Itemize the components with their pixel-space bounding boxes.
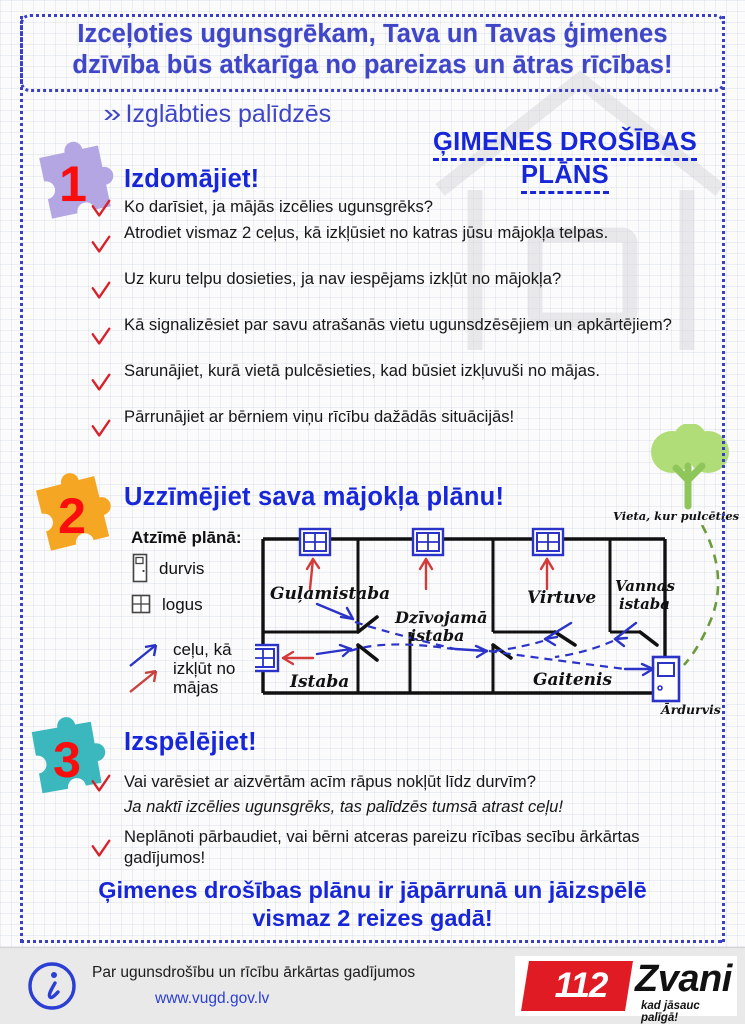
step-3-list bbox=[88, 772, 728, 873]
list-item-text: Neplānoti pārbaudiet, vai bērni atceras pareizu rīcības secību ārkārtas gadījumos! bbox=[124, 827, 640, 867]
meeting-point-label: Vieta, kur pulcēties bbox=[613, 509, 740, 523]
footer bbox=[0, 947, 745, 1024]
header-subtitle: Izglābties palīdzēs bbox=[125, 100, 332, 128]
page-title bbox=[395, 128, 735, 194]
list-item-text: Atrodiet vismaz 2 ceļus, kā izkļūsiet no katras jūsu mājokļa telpas. bbox=[124, 223, 609, 242]
banner-line-1: Ģimenes drošības plānu ir jāpārrunā un jāizspēlē bbox=[98, 877, 647, 903]
list-item-text: Ja naktī izcēlies ugunsgrēks, tas palīdzēs tumsā atrast ceļu! bbox=[124, 797, 564, 816]
header-line-2: dzīvība būs atkarīga no pareizas un ātras rīcības! bbox=[72, 51, 673, 79]
room-label: istaba bbox=[619, 595, 670, 613]
check-icon bbox=[90, 234, 112, 256]
window-icon bbox=[255, 645, 278, 671]
list-item-text: Pārrunājiet ar bērniem viņu rīcību dažādās situācijās! bbox=[124, 407, 515, 426]
page-title-line-2: PLĀNS bbox=[521, 161, 609, 194]
exit-door-label: Ārdurvis bbox=[661, 702, 721, 717]
page-border-right bbox=[722, 16, 725, 942]
legend-row-window bbox=[131, 594, 203, 614]
room-label: Dzīvojamā bbox=[395, 608, 488, 627]
footer-text: Par ugunsdrošību un rīcību ārkārtas gadījumos bbox=[92, 964, 416, 981]
room-label: istaba bbox=[410, 626, 465, 645]
step-number-2: 2 bbox=[58, 488, 86, 544]
logo-number: 112 bbox=[554, 966, 608, 1005]
room-label: Vannas bbox=[615, 577, 675, 595]
list-item bbox=[88, 361, 718, 405]
double-chevron-right-icon: » bbox=[103, 98, 122, 128]
puzzle-number-2 bbox=[22, 464, 128, 574]
list-item-note bbox=[88, 797, 728, 823]
check-icon bbox=[90, 198, 112, 220]
legend-title: Atzīmē plānā: bbox=[131, 528, 242, 547]
room-label: Virtuve bbox=[527, 588, 597, 608]
door-icon bbox=[132, 553, 148, 583]
room-label: Istaba bbox=[290, 672, 350, 692]
step-1-heading: Izdomājiet! bbox=[124, 165, 260, 193]
legend-window-label: logus bbox=[162, 594, 203, 614]
room-label: Gaitenis bbox=[533, 670, 613, 690]
page-border-left bbox=[20, 16, 23, 942]
footer-url[interactable]: www.vugd.gov.lv bbox=[155, 990, 270, 1007]
list-item-text: Ko darīsiet, ja mājās izcēlies ugunsgrēks? bbox=[124, 197, 433, 216]
step-number-1: 1 bbox=[59, 156, 87, 212]
list-item-text: Sarunājiet, kurā vietā pulcēsieties, kad būsiet izkļuvuši no mājas. bbox=[124, 361, 600, 380]
logo-112-zvani[interactable] bbox=[515, 956, 737, 1024]
check-icon bbox=[90, 372, 112, 394]
banner-line-2: vismaz 2 reizes gadā! bbox=[252, 905, 493, 931]
room-label: Guļamistaba bbox=[270, 584, 391, 604]
window-icon bbox=[300, 529, 330, 555]
tree-icon bbox=[648, 424, 732, 510]
step-number-3: 3 bbox=[53, 732, 81, 788]
check-icon bbox=[90, 326, 112, 348]
escape-arrows-icon bbox=[128, 640, 162, 698]
legend-door-label: durvis bbox=[159, 558, 205, 578]
check-icon bbox=[90, 418, 112, 440]
window-icon bbox=[131, 594, 151, 614]
check-icon bbox=[90, 773, 112, 795]
meeting-route-path bbox=[672, 525, 742, 675]
step-1-list bbox=[88, 197, 718, 453]
header-line-1: Izceļoties ugunsgrēkam, Tava un Tavas ģimenes bbox=[77, 20, 668, 48]
step-3-heading: Izspēlējiet! bbox=[124, 728, 257, 756]
window-icon bbox=[533, 529, 563, 555]
window-icon bbox=[413, 529, 443, 555]
step-2-heading: Uzzīmējiet sava mājokļa plānu! bbox=[124, 483, 505, 511]
list-item bbox=[88, 827, 728, 871]
logo-word: Zvani bbox=[635, 958, 732, 1000]
list-item bbox=[88, 315, 718, 359]
list-item bbox=[88, 772, 728, 795]
logo-tagline: kad jāsauc palīgā! bbox=[641, 1000, 700, 1024]
list-item bbox=[88, 223, 718, 267]
list-item bbox=[88, 269, 718, 313]
legend-arrows-label: ceļu, kā izkļūt no mājas bbox=[173, 640, 236, 697]
list-item-text: Kā signalizēsiet par savu atrašanās vietu ugunsdzēsējiem un apkārtējiem? bbox=[124, 315, 672, 334]
header-subtitle-row bbox=[105, 98, 331, 129]
list-item bbox=[88, 197, 718, 221]
info-icon bbox=[26, 960, 78, 1012]
check-icon bbox=[90, 838, 112, 860]
legend-row-door bbox=[132, 553, 204, 583]
list-item-text: Uz kuru telpu dosieties, ja nav iespējams izkļūt no mājokļa? bbox=[124, 269, 562, 288]
list-item-text: Vai varēsiet ar aizvērtām acīm rāpus nokļūt līdz durvīm? bbox=[124, 772, 536, 791]
floor-plan-diagram bbox=[255, 527, 695, 717]
bottom-banner bbox=[20, 876, 725, 932]
check-icon bbox=[90, 280, 112, 302]
list-item bbox=[88, 407, 718, 451]
page-title-line-1: ĢIMENES DROŠĪBAS bbox=[433, 128, 697, 161]
legend-row-arrows bbox=[128, 640, 257, 698]
page-border-bottom bbox=[20, 940, 722, 943]
